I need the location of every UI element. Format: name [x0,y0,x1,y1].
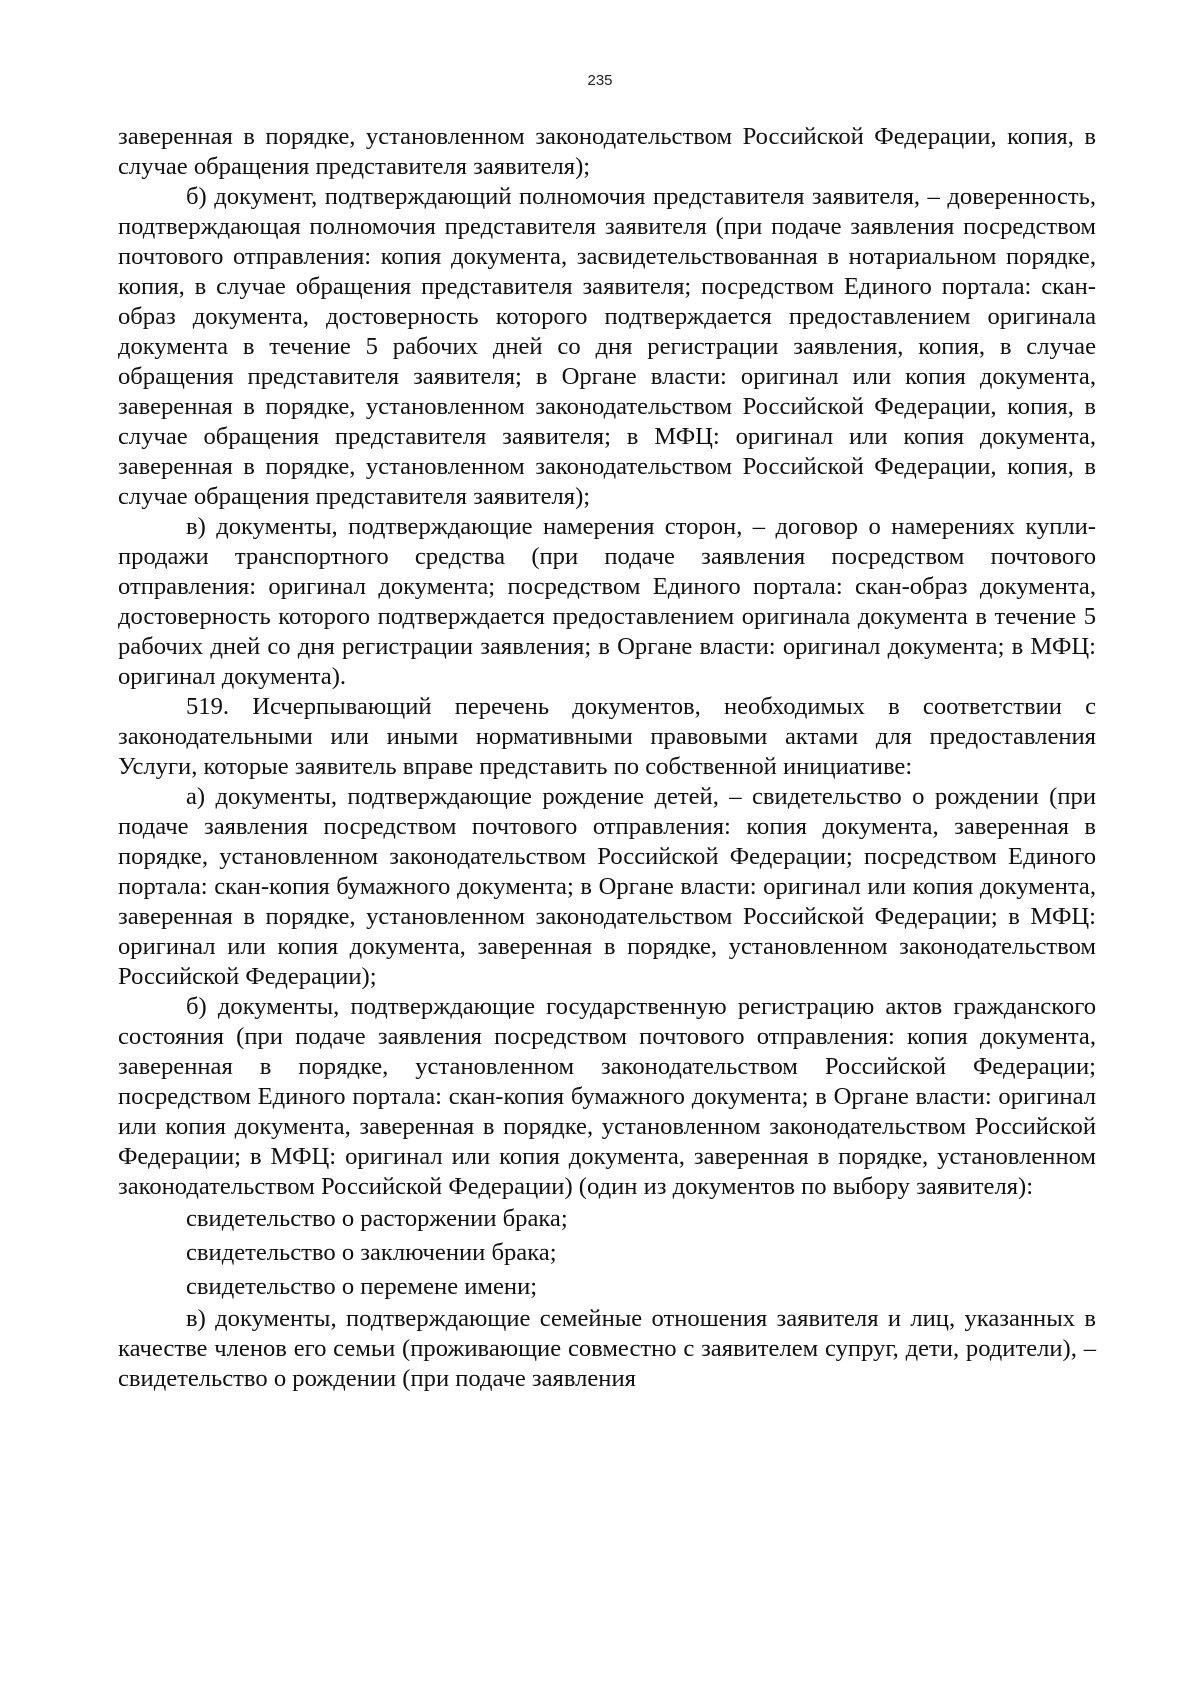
paragraph-continuation: заверенная в порядке, установленном законодательством Российской Федерации, копия, в случае обращения представителя заявителя); [118,123,1096,180]
paragraph-b-power-of-attorney: б) документ, подтверждающий полномочия представителя заявителя, – доверенность, подтверждающая полномочия представителя заявителя (при подаче заявления посредством почтового отправления: копия документа, засвидетельствованная в нотариальном порядке, копия, в случае обращения представителя заявителя; посредством Единого портала: скан-образ документа, достоверность которого подтверждается предоставлением оригинала документа в течение 5 рабочих дней со дня регистрации заявления, копия, в случае обращения представителя заявителя; в Органе власти: оригинал или копия документа, заверенная в порядке, установленном законодательством Российской Федерации, копия, в случае обращения представителя заявителя; в МФЦ: оригинал или копия документа, заверенная в порядке, установленном законодательством Российской Федерации, копия, в случае обращения представителя заявителя); [118,183,1096,510]
document-body [118,122,1096,1394]
list-item-divorce: свидетельство о расторжении брака; [186,1205,568,1232]
page-number: 235 [587,72,613,89]
list-item-marriage: свидетельство о заключении брака; [186,1239,557,1266]
list-item-name-change: свидетельство о перемене имени; [186,1273,538,1300]
paragraph-v-intent-documents: в) документы, подтверждающие намерения сторон, – договор о намерениях купли-продажи транспортного средства (при подаче заявления посредством почтового отправления: оригинал документа; посредством Единого портала: скан-образ документа, достоверность которого подтверждается предоставлением оригинала документа в течение 5 рабочих дней со дня регистрации заявления; в Органе власти: оригинал документа; в МФЦ: оригинал документа). [118,513,1096,690]
paragraph-b-civil-status: б) документы, подтверждающие государственную регистрацию актов гражданского состояния (при подаче заявления посредством почтового отправления: копия документа, заверенная в порядке, установленном законодательством Российской Федерации; посредством Единого портала: скан-копия бумажного документа; в Органе власти: оригинал или копия документа, заверенная в порядке, установленном законодательством Российской Федерации; в МФЦ: оригинал или копия документа, заверенная в порядке, установленном законодательством Российской Федерации) (один из документов по выбору заявителя): [118,993,1096,1200]
paragraph-v-family-relations: в) документы, подтверждающие семейные отношения заявителя и лиц, указанных в качестве членов его семьи (проживающие совместно с заявителем супруг, дети, родители), – свидетельство о рождении (при подаче заявления [118,1305,1096,1392]
paragraph-519: 519. Исчерпывающий перечень документов, необходимых в соответствии с законодательными или иными нормативными правовыми актами для предоставления Услуги, которые заявитель вправе представить по собственной инициативе: [118,693,1096,780]
paragraph-a-birth-documents: а) документы, подтверждающие рождение детей, – свидетельство о рождении (при подаче заявления посредством почтового отправления: копия документа, заверенная в порядке, установленном законодательством Российской Федерации; посредством Единого портала: скан-копия бумажного документа; в Органе власти: оригинал или копия документа, заверенная в порядке, установленном законодательством Российской Федерации; в МФЦ: оригинал или копия документа, заверенная в порядке, установленном законодательством Российской Федерации); [118,783,1096,990]
